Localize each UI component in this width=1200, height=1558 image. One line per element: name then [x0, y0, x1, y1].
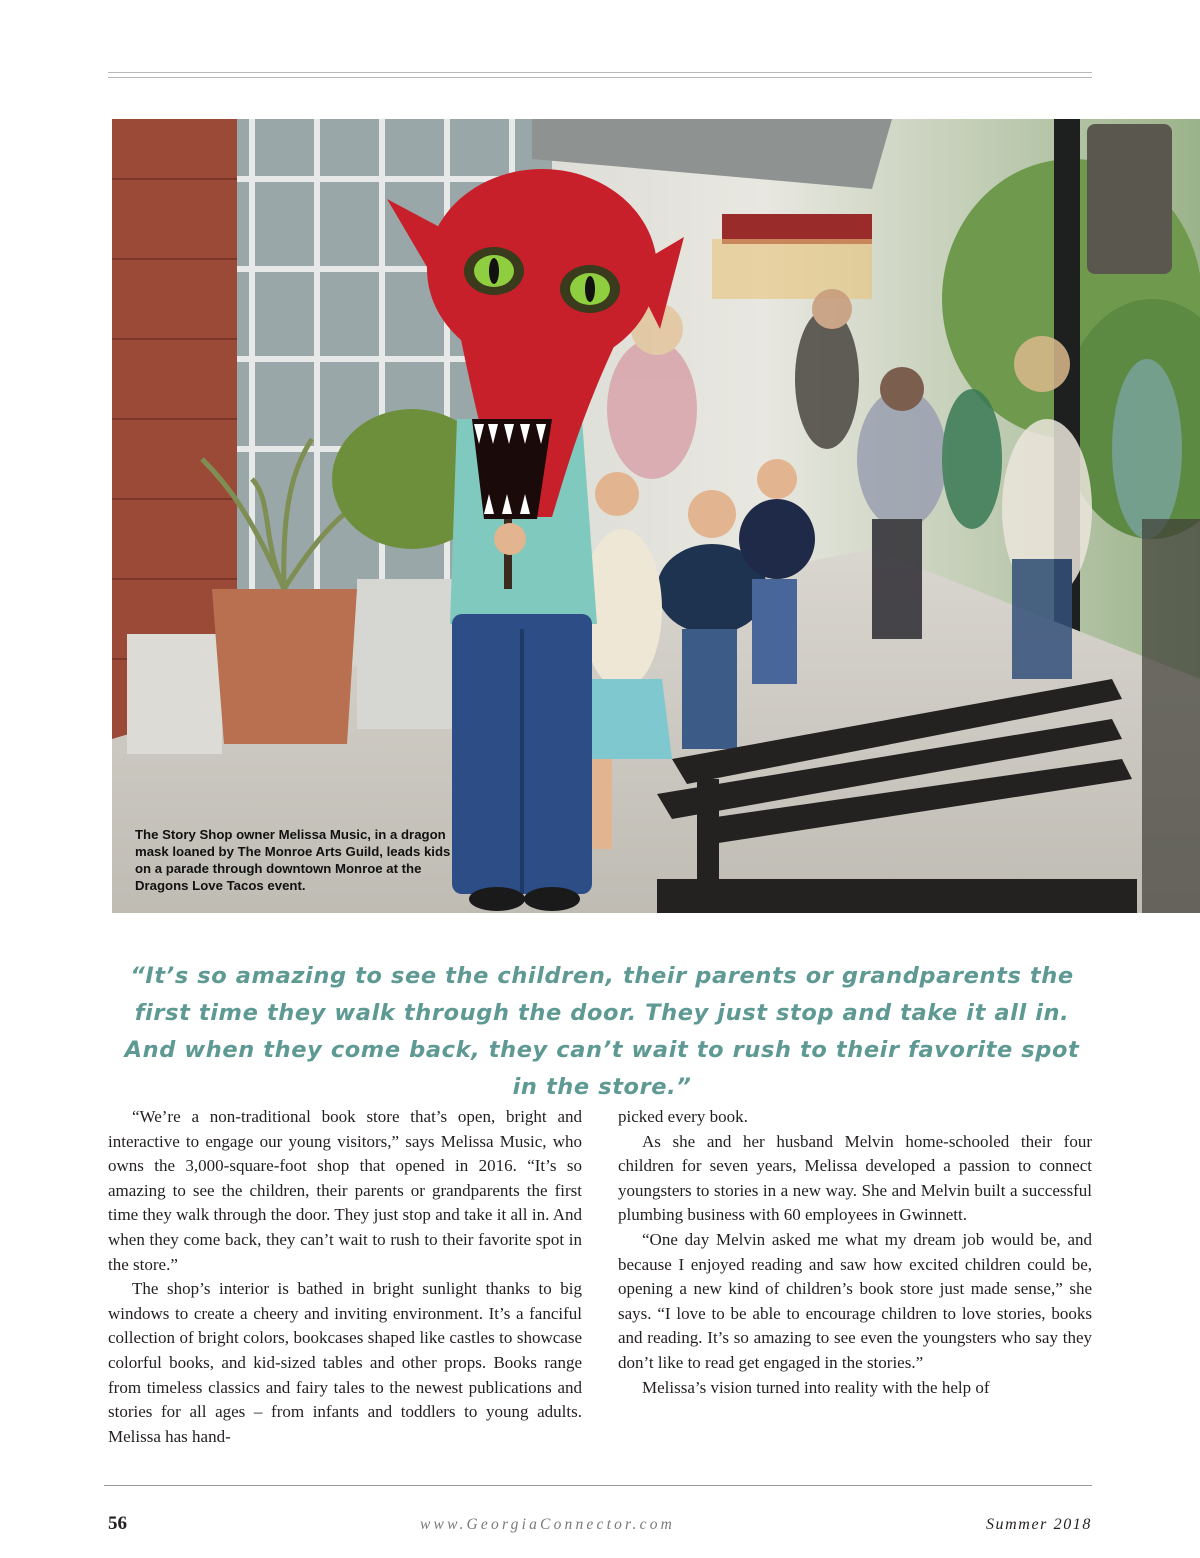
page-number: 56: [108, 1513, 127, 1534]
footer-rule: [104, 1485, 1092, 1486]
paragraph: “One day Melvin asked me what my dream job would be, and because I enjoyed reading and saw how excited children could be, opening a new kind of children’s book store just made sense,” she says. “I love to be able to encourage children to love stories, books and reading. It’s so amazing to see even the youngsters who say they don’t like to read get engaged in the stories.”: [618, 1229, 1092, 1372]
footer-url[interactable]: www.GeorgiaConnector.com: [420, 1516, 676, 1533]
paragraph: picked every book.: [618, 1107, 748, 1126]
paragraph: “We’re a non-traditional book store that’s open, bright and interactive to engage our young visitors,” says Melissa Music, who owns the 3,000-square-foot shop that opened in 2016. “It’s so amazing to see the children, their parents or grandparents the first time they walk through the door. They just stop and take it all in. And when they come back, they can’t wait to rush to their favorite spot in the store.”: [108, 1107, 582, 1274]
issue-label: Summer 2018: [985, 1516, 1092, 1533]
feature-photo: [112, 119, 1200, 913]
header-rule-bottom: [108, 77, 1092, 78]
body-column-left: [108, 1105, 582, 1449]
paragraph: Melissa’s vision turned into reality with the help of: [642, 1377, 990, 1397]
paragraph: As she and her husband Melvin home-schooled their four children for seven years, Melissa developed a passion to connect youngsters to stories in a new way. She and Melvin built a successful plumbing business with 60 employees in Gwinnett.: [618, 1131, 1092, 1225]
photo-caption: The Story Shop owner Melissa Music, in a dragon mask loaned by The Monroe Arts Guild, leads kids on a parade through downtown Monroe at the Dragons Love Tacos event.: [135, 827, 451, 893]
pull-quote: “It’s so amazing to see the children, their parents or grandparents the first time they walk through the door. They just stop and take it all in. And when they come back, they can’t wait to rush to their favorite spot in the store.”: [124, 963, 1080, 1100]
body-column-right: [618, 1105, 1092, 1400]
paragraph: The shop’s interior is bathed in bright sunlight thanks to big windows to create a cheery and inviting environment. It’s a fanciful collection of bright colors, bookcases shaped like castles to showcase colorful books, and kid-sized tables and other props. Books range from timeless classics and fairy tales to the newest publications and stories for all ages – from infants and toddlers to young adults. Melissa has hand-: [108, 1279, 582, 1446]
parade-illustration: [112, 119, 1200, 913]
header-rule-top: [108, 72, 1092, 73]
